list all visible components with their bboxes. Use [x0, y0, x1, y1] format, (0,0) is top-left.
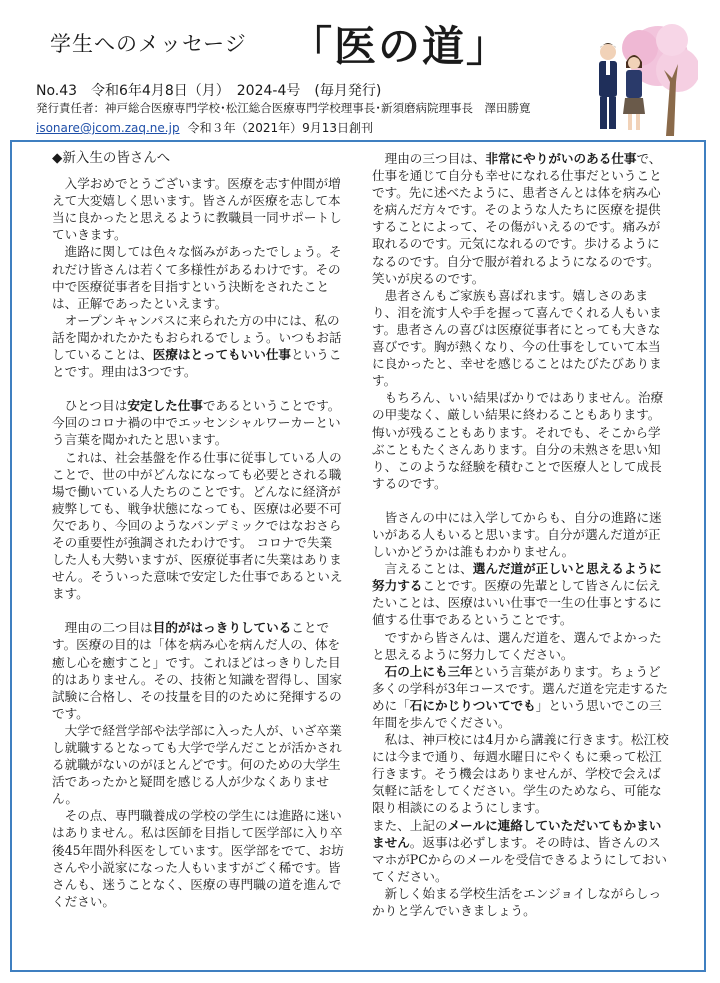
emphasis-text: 非常にやりがいのある仕事: [485, 151, 637, 166]
paragraph: 入学おめでとうございます。医療を志す仲間が増えて大変嬉しく思います。皆さんが医療を志して本当に良かったと思えるように教職員一同サポートしていきます。: [52, 176, 342, 243]
newsletter-subtitle: 学生へのメッセージ: [50, 32, 247, 56]
founded-date: 令和３年（2021年）9月13日創刊: [187, 121, 374, 135]
issue-line: No.43 令和6年4月8日（月） 2024-4号 (毎月発行): [36, 83, 382, 99]
emphasis-text: 安定した仕事: [127, 398, 203, 414]
paragraph: 理由の三つ目は、非常にやりがいのある仕事で、仕事を通じて自分も幸せになれる仕事だということです。先に述べたように、患者さんとは体を病み心を病んだ方々です。そのような人たちに医療を提供することによって、その傷がいえるのです。痛みが取れるのです。元気になれるのです。歩けるようになるのです。自分で服が着れるようになるのです。笑いが戻るのです。: [372, 151, 662, 286]
emphasis-text: 石にかじりついてでも: [409, 697, 536, 713]
paragraph: 私は、神戸校には4月から講義に行きます。松江校には今まで通り、毎週水曜日にやくもに乗って松江行きます。そう機会はありませんが、学校で会えば気軽に話をしてください。学生のためなら、可能な限り相談にのるようにします。: [372, 732, 669, 816]
paragraph: 患者さんもご家族も喜ばれます。嬉しさのあまり、泪を流す人や手を握って喜んでくれる人もいます。患者さんの喜びは医療従事者にとっても大きな喜びです。胸が熱くなり、今の仕事をしていて本当に良かったと、幸せを感じることはたびたびあります。: [372, 287, 662, 389]
paragraph: オープンキャンパスに来られた方の中には、私の話を聞かれたかたもおられるでしょう。いつもお話していることは、医療はとってもいい仕事ということです。理由は3つです。: [52, 312, 342, 380]
paragraph: 石の上にも三年という言葉があります。ちょうど多くの学科が3年コースです。選んだ道を完走するために「石にかじりついてでも」という思いでこの三年間を歩んでください。: [372, 663, 669, 730]
emphasis-text: 石の上にも三年: [384, 663, 473, 679]
cherry-blossom-students-illustration: [580, 18, 698, 138]
section-heading: ◆新入生の皆さんへ: [52, 150, 171, 166]
emphasis-text: 選んだ道が正しいと思えるように努力する: [372, 561, 662, 594]
paragraph: 言えることは、選んだ道が正しいと思えるように努力することです。医療の先輩として皆さんに伝えたいことは、医療はいい仕事で一生の仕事とするに値する仕事であるということです。: [372, 561, 662, 628]
left-column: [52, 150, 344, 910]
paragraph: また、上記のメールに連絡していただいてもかまいません。返事は必ずします。その時は、皆さんのスマホがPCからのメールを受信できるようにしておいてください。: [372, 817, 667, 884]
paragraph: 皆さんの中には入学してからも、自分の進路に迷いがある人もいると思います。自分が選んだ道が正しいかどうかは誰もわかりません。: [372, 509, 662, 560]
email-link[interactable]: isonare@jcom.zaq.ne.jp: [36, 121, 180, 135]
paragraph: 新しく始まる学校生活をエンジョイしながらしっかりと学んでいきましょう。: [372, 885, 662, 919]
paragraph: ひとつ目は安定した仕事であるということです。今回のコロナ禍の中でエッセンシャルワーカーという言葉を聞かれたと思います。: [52, 398, 341, 448]
paragraph: 大学で経営学部や法学部に入った人が、いざ卒業し就職するとなっても大学で学んだことが活かされる就職がないのがほとんどです。何のための大学生活であったかと疑問を感じる人が少なくありません。: [52, 722, 342, 807]
paragraph: もちろん、いい結果ばかりではありません。治療の甲斐なく、厳しい結果に終わることもあります。悔いが残ることもあります。それでも、そこから学ぶこともたくさんあります。自分の未熟さを思い知り、このような経験を積むことで医療人として成長するのです。: [372, 390, 664, 491]
publisher-line: 発行責任者：神戸総合医療専門学校･松江総合医療専門学校理事長･新須磨病院理事長 澤田勝寛: [36, 101, 531, 115]
paragraph: その点、専門職養成の学校の学生には進路に迷いはありません。私は医師を目指して医学部に入り卒後45年間外科医をしています。医学部をでて、お坊さんや小説家になった人もいますがごく稀です。皆さんも、迷うことなく、医療の専門職の道を進んでください。: [52, 808, 344, 909]
newsletter-title: 「医の道」: [290, 22, 511, 71]
student-female-icon: [623, 55, 645, 130]
emphasis-text: 目的がはっきりしている: [152, 620, 292, 636]
emphasis-text: メールに連絡していただいてもかまいません: [372, 817, 662, 850]
paragraph: 理由の二つ目は目的がはっきりしていることです。医療の目的は「体を病み心を病んだ人の、体を癒し心を癒すこと」です。これほどはっきりした目的はありません。その、技術と知識を習得し、国家試験に合格し、その技量を目的のために発揮するのです。: [52, 620, 342, 721]
paragraph: 進路に関しては色々な悩みがあったでしょう。それだけ皆さんは若くて多様性があるわけです。その中で医療従事者を目指すという決断をされたことは、正解であったといえます。: [52, 244, 342, 311]
emphasis-text: 医療はとってもいい仕事: [152, 347, 292, 363]
student-male-icon: [599, 43, 617, 129]
paragraph: これは、社会基盤を作る仕事に従事している人のことで、世の中がどんなになっても必要とされる職場で働いている人たちのことです。どんなに経済が疲弊しても、戦争状態になっても、医療は必要不可欠であり、今回のようなパンデミックではなおさらその重要性が強調されたわけです。 コロナで失業した人も大勢いますが、医療従事者に失業はありません。そういった意味で安定した仕事であるといえます。: [52, 449, 343, 602]
contact-line: [36, 119, 373, 136]
paragraph: ですから皆さんは、選んだ道を、選んでよかったと思えるように努力してください。: [372, 629, 662, 662]
right-column: [372, 150, 672, 919]
